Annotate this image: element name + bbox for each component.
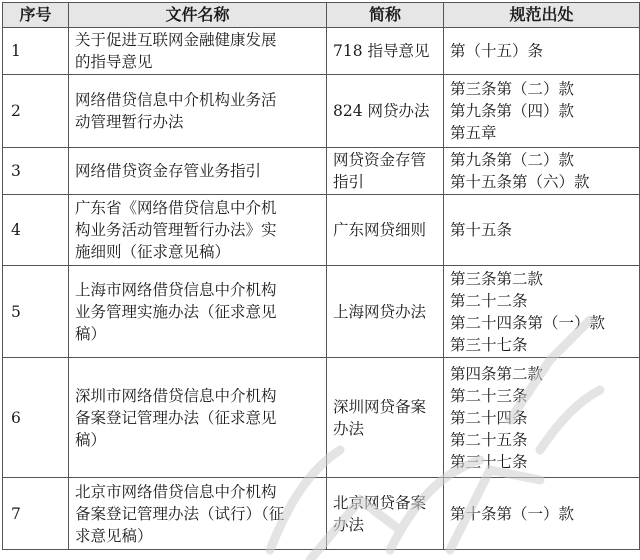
cell-abbreviation <box>327 195 444 266</box>
cell-document-name-line: 北京市网络借贷信息中介机构 <box>75 482 277 501</box>
regulation-table <box>2 2 640 550</box>
table-row <box>3 478 640 550</box>
cell-abbreviation <box>327 478 444 550</box>
table-body <box>3 28 640 550</box>
cell-source-line: 第十五条 <box>450 221 513 239</box>
cell-source <box>444 478 640 550</box>
cell-abbreviation-line: 824 网贷办法 <box>333 102 430 120</box>
header-document-name: 文件名称 <box>69 3 327 28</box>
cell-document-name-line: 业务管理实施办法（征求意见 <box>75 302 277 321</box>
cell-no: 1 <box>3 28 69 75</box>
cell-document-name-line: 备案登记管理办法（征求意见 <box>75 408 277 427</box>
cell-source <box>444 75 640 148</box>
cell-source-line: 第（十五）条 <box>450 42 544 60</box>
cell-document-name-line: 动管理暂行办法 <box>75 113 184 131</box>
cell-source-line: 第二十四条 <box>450 408 528 427</box>
cell-document-name-line: 构业务活动管理暂行办法》实 <box>75 221 277 239</box>
header-abbreviation: 简称 <box>327 3 444 28</box>
cell-document-name-line: 稿） <box>75 324 107 343</box>
cell-document-name-line: 网络借贷资金存管业务指引 <box>75 162 262 180</box>
cell-document-name-line: 关于促进互联网金融健康发展 <box>75 31 277 49</box>
cell-document-name-line: 广东省《网络借贷信息中介机 <box>75 199 277 217</box>
cell-abbreviation-line: 办法 <box>333 515 365 534</box>
table-row <box>3 148 640 195</box>
cell-source-line: 第九条第（四）款 <box>450 102 575 120</box>
cell-document-name <box>69 266 327 358</box>
cell-abbreviation-line: 718 指导意见 <box>333 42 430 60</box>
table-row <box>3 195 640 266</box>
cell-abbreviation-line: 办法 <box>333 419 365 438</box>
cell-source-line: 第三十七条 <box>450 452 528 471</box>
cell-document-name <box>69 478 327 550</box>
cell-no: 7 <box>3 478 69 550</box>
cell-abbreviation <box>327 75 444 148</box>
cell-abbreviation <box>327 28 444 75</box>
cell-abbreviation-line: 指引 <box>333 173 365 191</box>
cell-source-line: 第三条第二款 <box>450 269 544 288</box>
cell-source-line: 第三十七条 <box>450 335 528 354</box>
cell-abbreviation-line: 北京网贷备案 <box>333 493 427 512</box>
regulation-table-wrapper <box>2 2 640 550</box>
cell-abbreviation-line: 网贷资金存管 <box>333 151 427 169</box>
cell-abbreviation-line: 上海网贷办法 <box>333 302 427 321</box>
cell-abbreviation <box>327 266 444 358</box>
table-header-row <box>3 3 640 28</box>
cell-document-name-line: 深圳市网络借贷信息中介机构 <box>75 386 277 405</box>
header-source: 规范出处 <box>444 3 640 28</box>
cell-document-name-line: 稿） <box>75 430 107 449</box>
cell-document-name <box>69 148 327 195</box>
cell-source <box>444 358 640 478</box>
cell-source-line: 第二十五条 <box>450 430 528 449</box>
cell-source <box>444 148 640 195</box>
cell-source <box>444 195 640 266</box>
cell-source-line: 第三条第（二）款 <box>450 80 575 98</box>
cell-document-name <box>69 28 327 75</box>
cell-no: 2 <box>3 75 69 148</box>
cell-no: 3 <box>3 148 69 195</box>
table-row <box>3 358 640 478</box>
cell-source-line: 第二十二条 <box>450 291 528 310</box>
cell-source <box>444 266 640 358</box>
cell-source-line: 第五章 <box>450 124 497 142</box>
cell-source-line: 第十条第（一）款 <box>450 504 575 523</box>
cell-abbreviation <box>327 148 444 195</box>
cell-source-line: 第九条第（二）款 <box>450 151 575 169</box>
cell-no: 4 <box>3 195 69 266</box>
cell-abbreviation <box>327 358 444 478</box>
cell-document-name <box>69 358 327 478</box>
cell-abbreviation-line: 深圳网贷备案 <box>333 397 427 416</box>
cell-document-name-line: 施细则（征求意见稿） <box>75 243 231 261</box>
table-row <box>3 28 640 75</box>
cell-no: 6 <box>3 358 69 478</box>
header-no: 序号 <box>3 3 69 28</box>
cell-no: 5 <box>3 266 69 358</box>
cell-source-line: 第二十四条第（一）款 <box>450 313 606 332</box>
cell-document-name-line: 网络借贷信息中介机构业务活 <box>75 91 277 109</box>
cell-document-name <box>69 195 327 266</box>
cell-source-line: 第二十三条 <box>450 386 528 405</box>
table-row <box>3 75 640 148</box>
cell-document-name-line: 的指导意见 <box>75 53 153 71</box>
cell-source <box>444 28 640 75</box>
cell-abbreviation-line: 广东网贷细则 <box>333 221 427 239</box>
cell-document-name <box>69 75 327 148</box>
table-row <box>3 266 640 358</box>
cell-source-line: 第四条第二款 <box>450 364 544 383</box>
cell-document-name-line: 上海市网络借贷信息中介机构 <box>75 280 277 299</box>
cell-source-line: 第十五条第（六）款 <box>450 173 590 191</box>
cell-document-name-line: 求意见稿） <box>75 526 153 545</box>
cell-document-name-line: 备案登记管理办法（试行）（征 <box>75 504 285 523</box>
